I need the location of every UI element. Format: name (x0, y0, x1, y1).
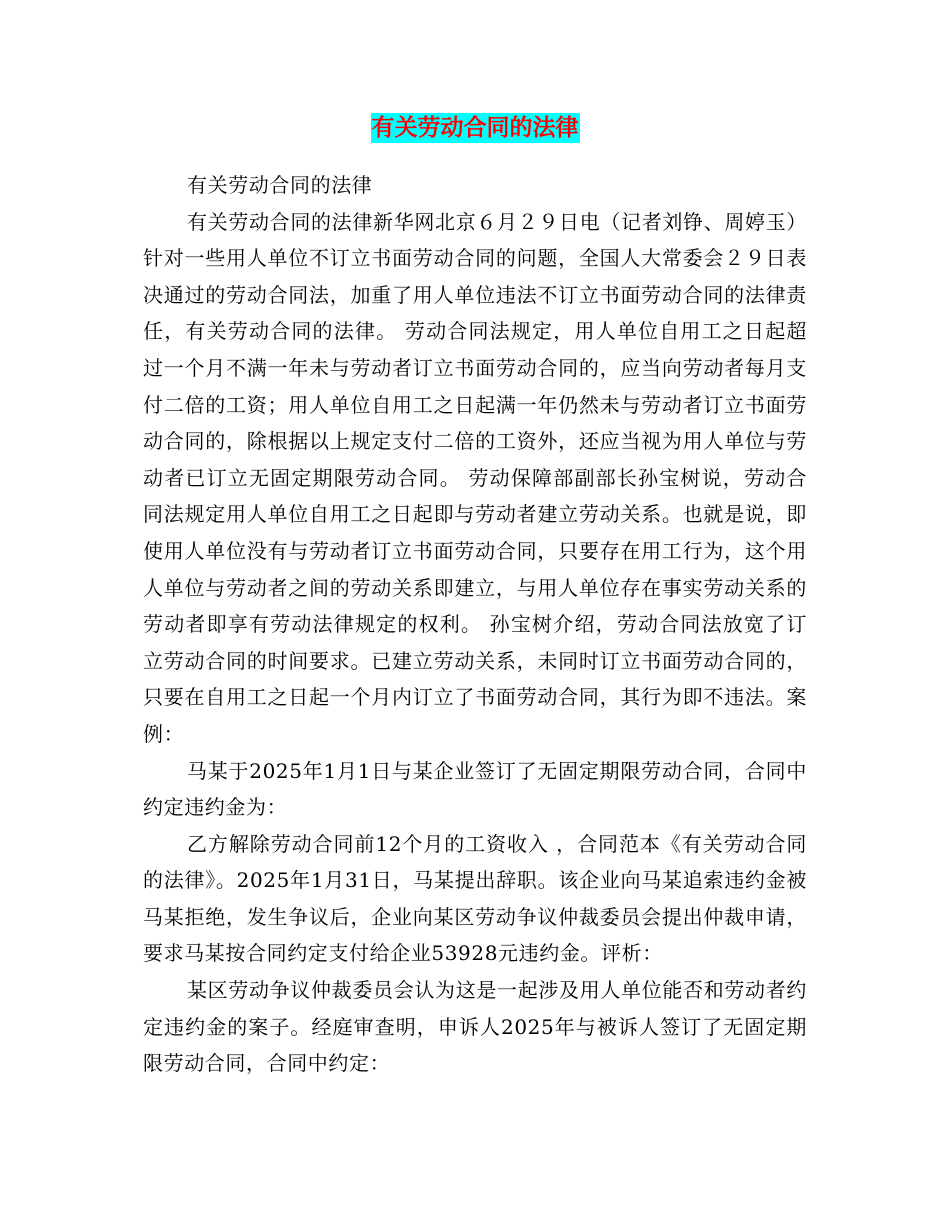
paragraph-contract-clause: 乙方解除劳动合同前12个月的工资收入 ，合同范本《有关劳动合同的法律》。2025年1月31日，马某提出辞职。该企业向马某追索违约金被马某拒绝，发生争议后，企业向某区劳动争议仲裁委员会提出仲裁申请，要求马某按合同约定支付给企业53928元违约金。评析： (143, 831, 807, 966)
paragraph-heading: 有关劳动合同的法律 (187, 173, 373, 197)
document-title: 有关劳动合同的法律 (371, 115, 579, 141)
paragraph-news: 有关劳动合同的法律新华网北京６月２９日电（记者刘铮、周婷玉）针对一些用人单位不订立书面劳动合同的问题，全国人大常委会２９日表决通过的劳动合同法，加重了用人单位违法不订立书面劳动合同的法律责任，有关劳动合同的法律。 劳动合同法规定，用人单位自用工之日起超过一个月不满一年未与劳动者订立书面劳动合同的，应当向劳动者每月支付二倍的工资；用人单位自用工之日起满一年仍然未与劳动者订立书面劳动合同的，除根据以上规定支付二倍的工资外，还应当视为用人单位与劳动者已订立无固定期限劳动合同。 劳动保障部副部长孙宝树说，劳动合同法规定用人单位自用工之日起即与劳动者建立劳动关系。也就是说，即使用人单位没有与劳动者订立书面劳动合同，只要存在用工行为，这个用人单位与劳动者之间的劳动关系即建立，与用人单位存在事实劳动关系的劳动者即享有劳动法律规定的权利。 孙宝树介绍，劳动合同法放宽了订立劳动合同的时间要求。已建立劳动关系，未同时订立书面劳动合同的，只要在自用工之日起一个月内订立了书面劳动合同，其行为即不违法。案例： (143, 209, 807, 746)
paragraph-arbitration: 某区劳动争议仲裁委员会认为这是一起涉及用人单位能否和劳动者约定违约金的案子。经庭审查明，申诉人2025年与被诉人签订了无固定期限劳动合同，合同中约定： (143, 978, 807, 1076)
paragraph-case: 马某于2025年1月1日与某企业签订了无固定期限劳动合同，合同中约定违约金为： (143, 758, 807, 820)
title-container (0, 113, 950, 143)
document-body (143, 167, 807, 1082)
